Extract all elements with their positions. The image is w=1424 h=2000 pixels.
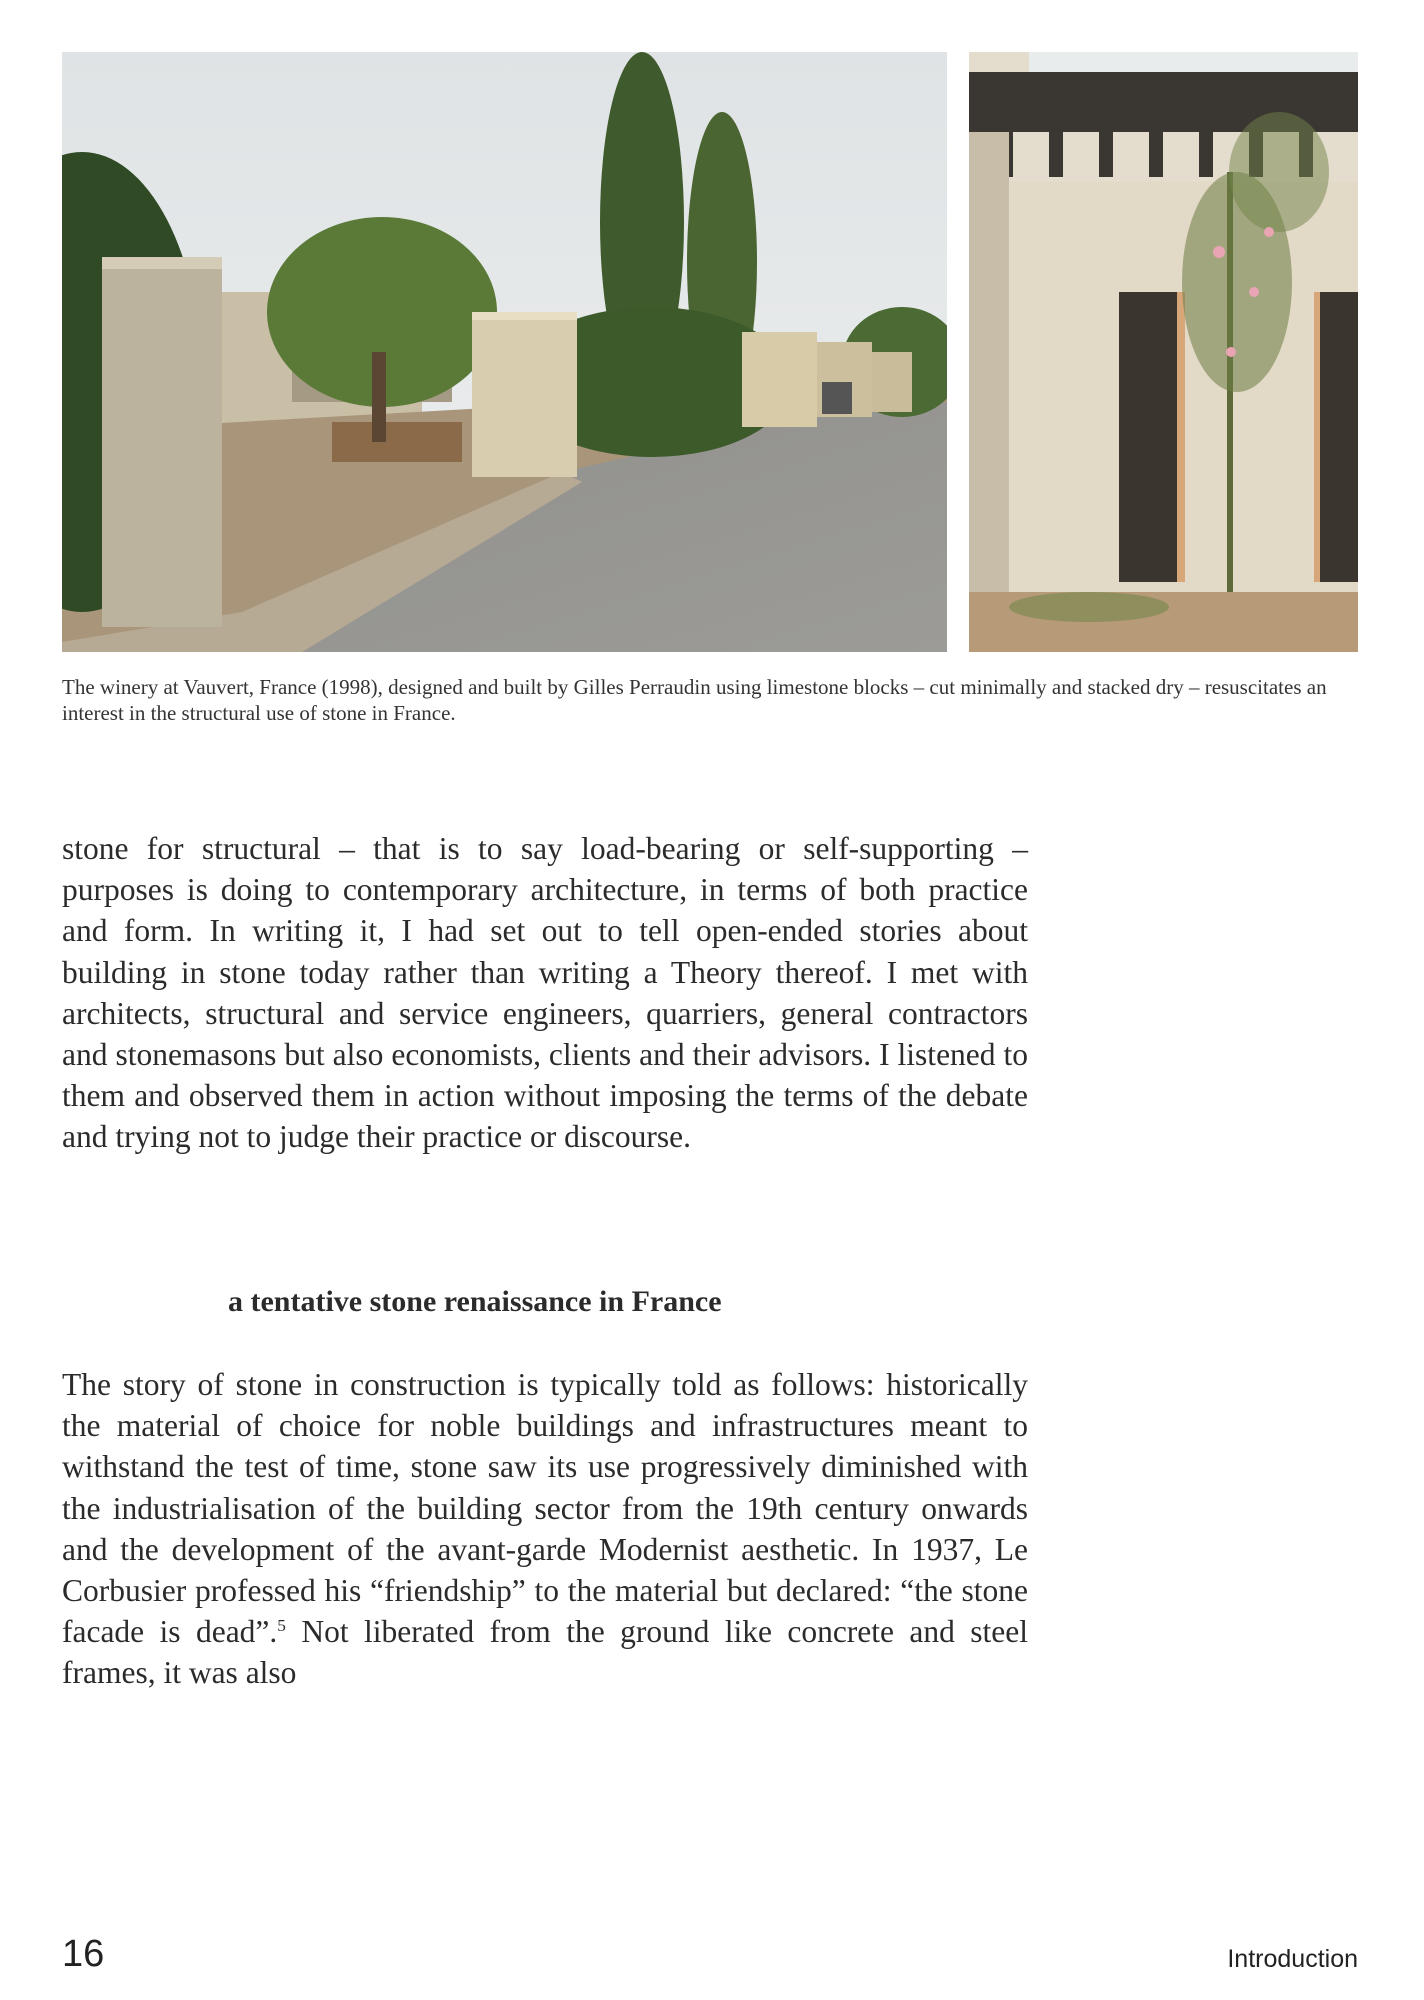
section-heading: a tentative stone renaissance in France — [228, 1285, 722, 1318]
footnote-reference[interactable]: 5 — [277, 1615, 286, 1635]
stone-facade-photo — [969, 52, 1358, 652]
paragraph-continuation: Not liberated from the ground like concrete and steel frames, it was also — [62, 1614, 1029, 1691]
body-paragraph — [62, 1364, 1028, 1694]
page-number: 16 — [62, 1933, 105, 1975]
running-footer-section: Introduction — [1227, 1945, 1358, 1973]
paragraph-text: The story of stone in construction is typically told as follows: historically the material of choice for noble buildings and infrastructures meant to withstand the test of time, stone saw its use progressively diminished with the industrialisation of the building sector from the 19th century onwards and the development of the avant-garde Modernist aesthetic. In 1937, Le Corbusier professed his “friendship” to the material but declared: “the stone facade is dead”. — [62, 1367, 1028, 1650]
photo-caption: The winery at Vauvert, France (1998), designed and built by Gilles Perraudin using limestone blocks – cut minimally and stacked dry – resuscitates an interest in the structural use of stone in France. — [62, 675, 1327, 725]
body-paragraph: stone for structural – that is to say load-bearing or self-supporting – purposes is doing to contemporary architecture, in terms of both practice and form. In writing it, I had set out to tell open-ended stories about building in stone today rather than writing a Theory thereof. I met with architects, structural and service engineers, quarriers, general contractors and stonemasons but also economists, clients and their advisors. I listened to them and observed them in action without imposing the terms of the debate and trying not to judge their practice or discourse. — [62, 831, 1028, 1155]
winery-road-photo — [62, 52, 947, 652]
